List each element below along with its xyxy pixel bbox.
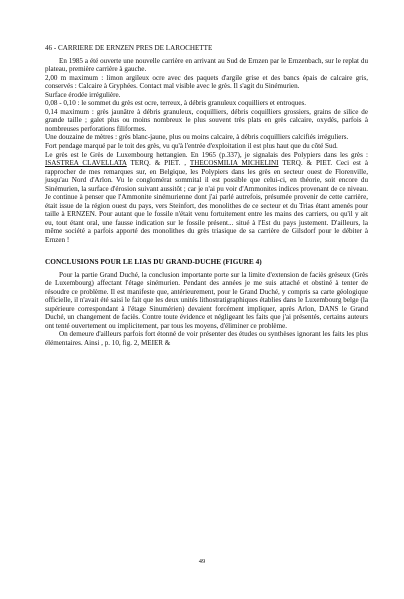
paragraph-layer-limon: 2,00 m maximum : limon argileux ocre avec des paquets d'argile grise et des bancs épais de calcaire gris, conservés : Calcaire à Gryphées. Contact mal visible avec le grès. Il s'agit du Sinémurien. xyxy=(45,73,368,91)
section-title-conclusions: CONCLUSIONS POUR LE LIAS DU GRAND-DUCHE (FIGURE 4) xyxy=(45,256,262,266)
paragraph-polypiers xyxy=(45,151,368,245)
paragraph-intro: En 1985 a été ouverte une nouvelle carrière en arrivant au Sud de Ernzen par le Ernzenbach, sur le replat du plateau, première carrière à gauche. xyxy=(45,56,368,74)
paragraph-surface: Surface érodée irrégulière. xyxy=(45,90,121,99)
paragraph-conclusion-2: On demeure d'ailleurs parfois fort étonné de voir présenter des études ou synthèses ignorant les faits les plus élémentaires. Ainsi , p. 10, fig. 2, MEIER & xyxy=(45,330,368,347)
paragraph-conclusion-1: Pour la partie Grand Duché, la conclusion importante porte sur la limite d'extension de faciès gréseux (Grès de Luxembourg) affectant l'étage sinémurien. Pendant des années je me suis attaché et obstiné à tenter de résoudre ce problème. Il est manifeste que, antérieurement, pour le Grand Duché, y compris sa carte géologique officielle, il n'avait été saisi le fait que les deux unités lithostratigraphiques établies dans le Luxembourg belge (la supérieure correspondant à l'étage Sinumérien) devaient forcément impliquer, après Arlon, DANS le Grand Duché, un changement de faciès. Contre toute évidence et négligeant les faits que j'ai présentés, certains auteurs ont tenté ouvertement ou implicitement, par tous les moyens, d'éliminer ce problème. xyxy=(45,270,368,330)
polypiers-text-a: Le grès est le Grès de Luxembourg hettangien. En 1965 (p.337), je signalais des Polypiers dans les grès : xyxy=(45,150,368,159)
species-thecosmilia: THECOSMILIA MICHELINI xyxy=(189,159,279,168)
paragraph-layer-gres-jaunatre: 0,14 maximum : grès jaunâtre à débris granuleux, coquilliers, débris coquilliers grossiers, grains de silice de grande taille ; galet plus ou moins nombreux le plus souvent très plats en grès calcaire, oxydés, parfois à nombreuses perforations filiformes. xyxy=(45,107,368,133)
paragraph-layer-gres-blanc: Une douzaine de mètres : grès blanc-jaune, plus ou moins calcaire, à débris coquilliers calcifiés irréguliers. xyxy=(45,133,349,142)
page-number: 49 xyxy=(198,558,206,565)
paragraph-layer-top: 0,08 - 0,10 : le sommet du grès est ocre, terreux, à débris granuleux coquilliers et entroques. xyxy=(45,99,307,108)
species-isastrea: ISASTREA CLAVELLATA xyxy=(45,159,127,168)
polypiers-text-c: TERQ. & PIET. Ceci est à rapprocher de mes remarques sur, en Belgique, les Polypiers dans les grès en secteur ouest de Florenville, jusqu'au Nord d'Arlon. Vu le conglomérat sommital il est possible que celui-ci, en théorie, soit encore du Sinémurien, la surface d'érosion suivant aussitôt ; car je n'ai pu voir d'Ammonites indices provenant de ce niveau. Je continue à penser que l'Ammonite sinémurienne dont j'ai parlé autrefois, présumée provenir de cette carrière, était issue de la région ouest du pays, vers Steinfort, des monolithes de ce secteur et du Trias étant amenés pour taille à ERNZEN. Pour autant que le fossile n'était venu fortuitement entre les mains des carriers, ou qu'il y ait eu, tout étant oral, une fausse indication sur le fossile présent... situé à l'Est du pays justement. D'ailleurs, la même société a parfois apporté des monolithes du grès triasique de sa carrière de Gilsdorf pour le débiter à Ernzen ! xyxy=(45,159,369,245)
polypiers-text-b: TERQ. & PIET. , xyxy=(126,159,190,168)
paragraph-pendage: Fort pendage marqué par le toit des grès, vu qu'à l'entrée d'exploitation il est plus haut que du côté Sud. xyxy=(45,142,338,151)
section-heading-ernzen: 46 - CARRIERE DE ERNZEN PRES DE LAROCHETTE xyxy=(45,44,213,52)
